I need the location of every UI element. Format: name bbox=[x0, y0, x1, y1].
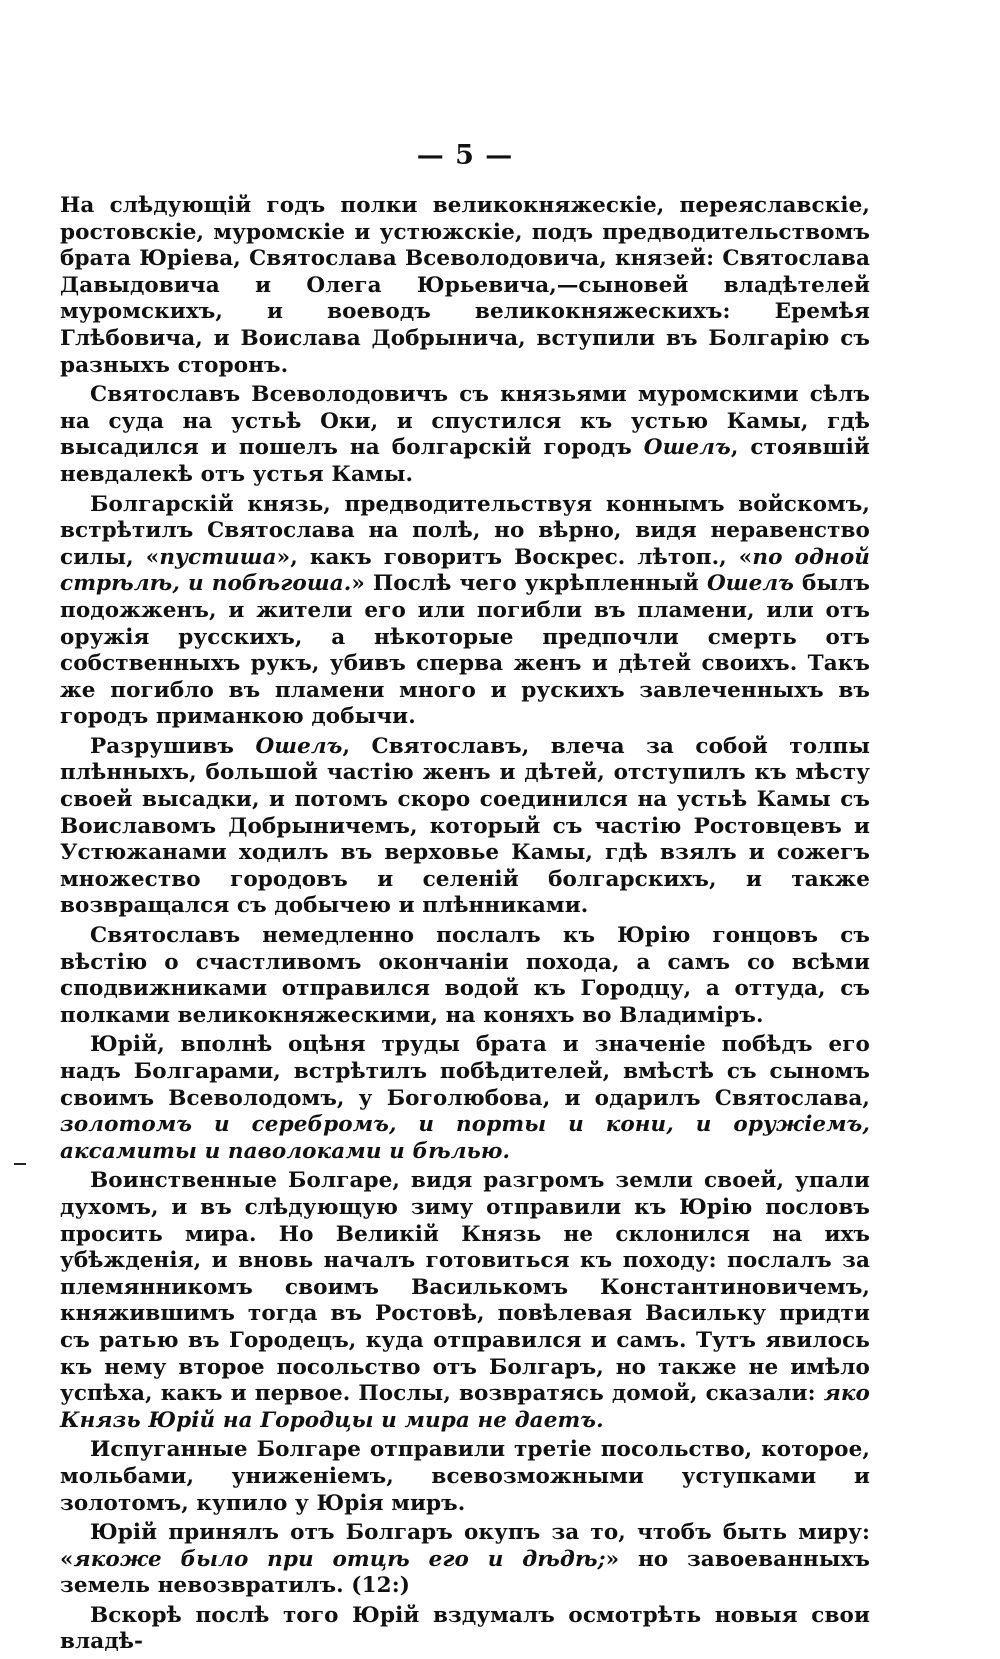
text-run: Юрій, вполнѣ оцѣня труды брата и значеніе побѣдъ его надъ Болгарами, встрѣтилъ побѣдителей, вмѣстѣ съ сыномъ своимъ Всеволодомъ, у Боголюбова, и одарилъ Святослава, bbox=[60, 1032, 870, 1111]
paragraph bbox=[60, 382, 870, 488]
text-run: Разрушивъ bbox=[90, 733, 256, 759]
text-run: Юрій принялъ отъ Болгаръ окупъ за то, чтобъ быть миру: « bbox=[60, 1520, 870, 1572]
text-run: былъ подожженъ, и жители его или погибли въ пламени, или отъ оружія русскихъ, а нѣкоторые предпочли смерть отъ собственныхъ рукъ, убивъ сперва женъ и дѣтей своихъ. Такъ же погибло въ пламени много и рускихъ завлеченныхъ въ городъ приманкою добычи. bbox=[60, 571, 870, 730]
text-run: Испуганные Болгаре отправили третіе посольство, которое, мольбами, униженіемъ, всевозможными уступками и золотомъ, купило у Юрія миръ. bbox=[60, 1437, 870, 1516]
text-run: Болгарскій князь, предводительствуя коннымъ войскомъ, встрѣтилъ Святослава на полѣ, но вѣрно, видя неравенство силы, « bbox=[60, 491, 870, 570]
paragraph bbox=[60, 734, 870, 920]
italic-text: яко Князь Юрій на Городцы и мира не даетъ. bbox=[60, 1381, 870, 1433]
text-run: На слѣдующій годъ полки великокняжескіе, переяславскіе, ростовскіе, муромскіе и устюжскіе, подъ предводительствомъ брата Юріева, Святослава Всеволодовича, князей: Святослава Давыдовича и Олега Юрьевича,—сыновей владѣтелей муромскихъ, и воеводъ великокняжескихъ: Еремѣя Глѣбовича, и Воислава Добрынича, вступили въ Болгарію съ разныхъ сторонъ. bbox=[60, 193, 870, 378]
text-run: , Святославъ, влеча за собой толпы плѣнныхъ, большой частію женъ и дѣтей, отступилъ къ мѣсту своей высадки, и потомъ скоро соединился на устьѣ Камы съ Воиславомъ Добрыничемъ, который съ частію Ростовцевъ и Устюжанами ходилъ въ верховье Камы, гдѣ взялъ и сожегъ множество городовъ и селеній болгарскихъ, и также возвращался съ добычею и плѣнниками. bbox=[60, 733, 870, 919]
italic-text: якоже было при отцѣ его и дѣдѣ; bbox=[73, 1546, 606, 1572]
text-run: » Послѣ чего укрѣпленный bbox=[351, 571, 707, 597]
text-body bbox=[60, 193, 870, 1656]
text-run: » но завоеванныхъ земель невозвратилъ. (12:) bbox=[60, 1546, 870, 1599]
book-page bbox=[60, 140, 870, 1659]
text-run: Святославъ немедленно послалъ къ Юрію гонцовъ съ вѣстію о счастливомъ окончаніи похода, а самъ со всѣми сподвижниками отправился водой къ Городцу, а оттуда, съ полками великокняжескими, на коняхъ во Владиміръ. bbox=[60, 923, 870, 1028]
paragraph bbox=[60, 1168, 870, 1434]
paragraph bbox=[60, 1437, 870, 1517]
paragraph bbox=[60, 923, 870, 1029]
italic-text: золотомъ и серебромъ, и порты и кони, и оружіемъ, аксамиты и паволоками и бѣлью. bbox=[60, 1112, 870, 1164]
italic-text: Ошелъ bbox=[643, 435, 731, 461]
text-run: », какъ говоритъ Воскрес. лѣтоп., « bbox=[276, 544, 753, 570]
text-run: Воинственные Болгаре, видя разгромъ земли своей, упали духомъ, и въ слѣдующую зиму отправили къ Юрію пословъ просить мира. Но Великій Князь не склонился на ихъ убѣжденія, и вновь началъ готовиться къ походу: послалъ за племянникомъ своимъ Василькомъ Константиновичемъ, княжившимъ тогда въ Ростовѣ, повѣлевая Васильку придти съ ратью въ Городецъ, куда отправился и самъ. Тутъ явилось къ нему второе посольство отъ Болгаръ, но также не имѣло успѣха, какъ и первое. Послы, возвратясь домой, сказали: bbox=[60, 1168, 870, 1407]
margin-mark bbox=[14, 1163, 26, 1165]
italic-text: Ошелъ bbox=[706, 571, 794, 597]
italic-text: по одной стрѣлѣ, и побѣгоша. bbox=[60, 544, 870, 597]
page-number: — 5 — bbox=[416, 140, 514, 171]
italic-text: пустиша bbox=[159, 544, 277, 570]
paragraph bbox=[60, 1603, 870, 1656]
paragraph bbox=[60, 193, 870, 379]
paragraph bbox=[60, 492, 870, 731]
paragraph bbox=[60, 1032, 870, 1165]
italic-text: Ошелъ bbox=[255, 733, 343, 759]
text-run: Вскорѣ послѣ того Юрій вздумалъ осмотрѣть новыя свои владѣ- bbox=[60, 1602, 870, 1655]
text-run: , стоявшій невдалекѣ отъ устья Камы. bbox=[60, 435, 870, 487]
paragraph bbox=[60, 1520, 870, 1600]
text-run: Святославъ Всеволодовичъ съ князьями муромскими сѣлъ на суда на устьѣ Оки, и спустился къ устью Камы, гдѣ высадился и пошелъ на болгарскій городъ bbox=[60, 382, 870, 461]
